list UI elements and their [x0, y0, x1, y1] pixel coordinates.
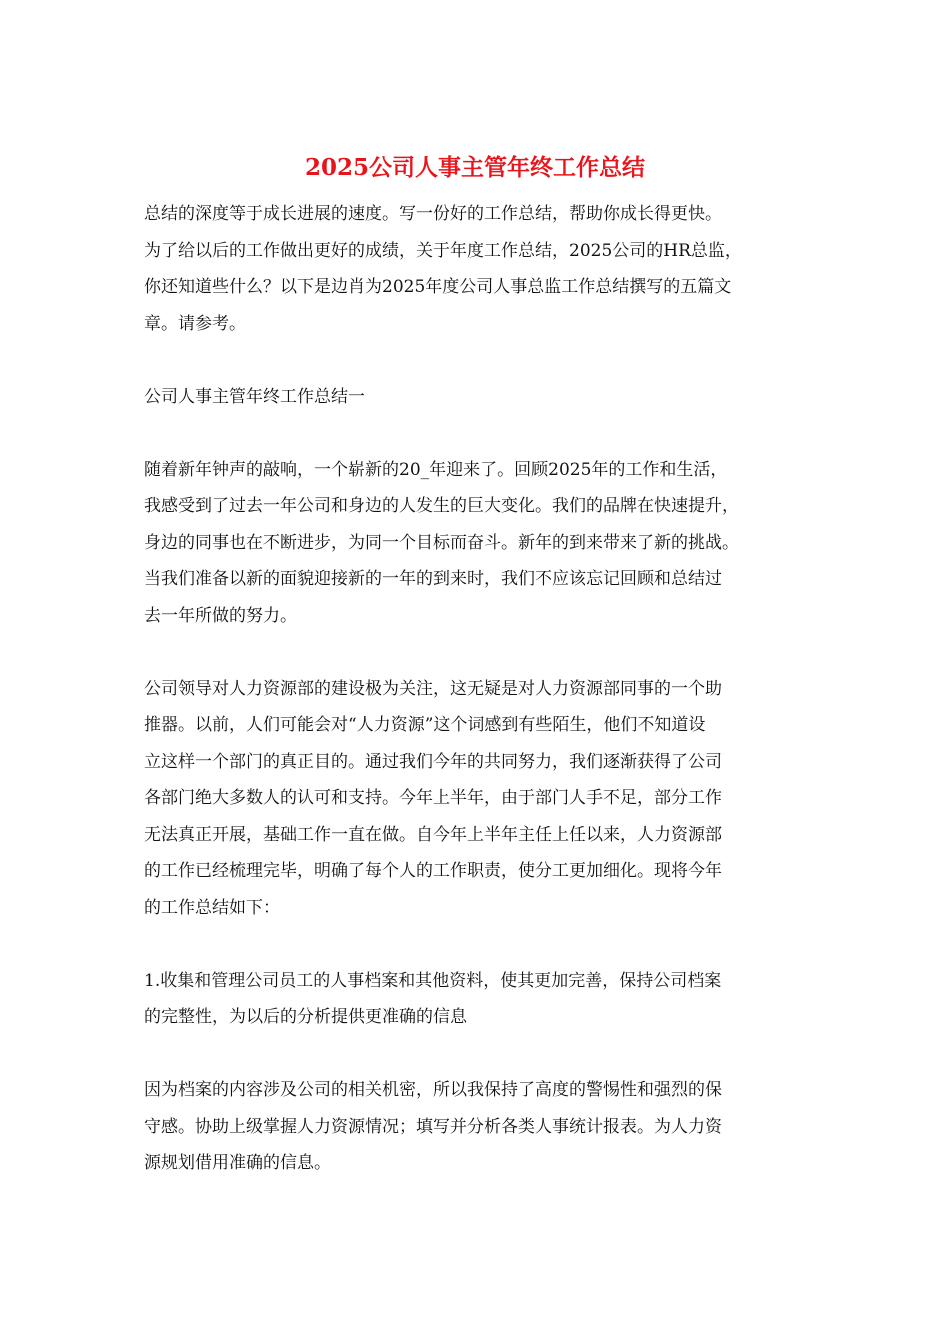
- text-line: 因为档案的内容涉及公司的相关机密，所以我保持了高度的警惕性和强烈的保: [144, 1080, 722, 1100]
- section-heading: [144, 379, 814, 416]
- paragraph-new-year: [144, 452, 814, 635]
- text-line: 的工作总结如下：: [144, 897, 280, 918]
- text-line: 公司人事主管年终工作总结一: [144, 386, 365, 407]
- text-line: 无法真正开展，基础工作一直在做。自今年上半年主任上任以来，人力资源部: [144, 824, 722, 845]
- text-line: 各部门绝大多数人的认可和支持。今年上半年，由于部门人手不足，部分工作: [144, 788, 722, 808]
- text-line: 随着新年钟声的敲响，一个崭新的20_年迎来了。回顾2025年的工作和生活，: [144, 459, 728, 480]
- text-line: 公司领导对人力资源部的建设极为关注，这无疑是对人力资源部同事的一个助: [144, 678, 722, 699]
- text-line: 去一年所做的努力。: [144, 605, 297, 626]
- text-line: 源规划借用准确的信息。: [144, 1153, 331, 1173]
- text-line: 我感受到了过去一年公司和身边的人发生的巨大变化。我们的品牌在快速提升，: [144, 496, 739, 516]
- text-line: 的完整性，为以后的分析提供更准确的信息: [144, 1007, 467, 1027]
- paragraph-intro: [144, 196, 814, 342]
- text-line: 立这样一个部门的真正目的。通过我们今年的共同努力，我们逐渐获得了公司: [144, 751, 722, 772]
- text-line: 当我们准备以新的面貌迎接新的一年的到来时，我们不应该忘记回顾和总结过: [144, 569, 722, 589]
- document-title: 2025公司人事主管年终工作总结: [304, 154, 645, 181]
- text-line: 守感。协助上级掌握人力资源情况；填写并分析各类人事统计报表。为人力资: [144, 1116, 722, 1137]
- text-line: 身边的同事也在不断进步，为同一个目标而奋斗。新年的到来带来了新的挑战。: [144, 532, 739, 553]
- list-item-1: [144, 963, 814, 1036]
- document-body: [144, 196, 814, 1218]
- paragraph-archives: [144, 1072, 814, 1182]
- text-line: 总结的深度等于成长进展的速度。写一份好的工作总结，帮助你成长得更快。: [144, 204, 722, 224]
- paragraph-hr-department: [144, 671, 814, 927]
- text-line: 为了给以后的工作做出更好的成绩，关于年度工作总结，2025公司的HR总监，: [144, 240, 742, 261]
- text-line: 1.收集和管理公司员工的人事档案和其他资料，使其更加完善，保持公司档案: [144, 970, 722, 991]
- text-line: 章。请参考。: [144, 313, 246, 334]
- text-line: 的工作已经梳理完毕，明确了每个人的工作职责，使分工更加细化。现将今年: [144, 861, 722, 881]
- text-line: 推器。以前，人们可能会对“人力资源”这个词感到有些陌生，他们不知道设: [144, 715, 706, 735]
- text-line: 你还知道些什么？以下是边肖为2025年度公司人事总监工作总结撰写的五篇文: [144, 277, 732, 297]
